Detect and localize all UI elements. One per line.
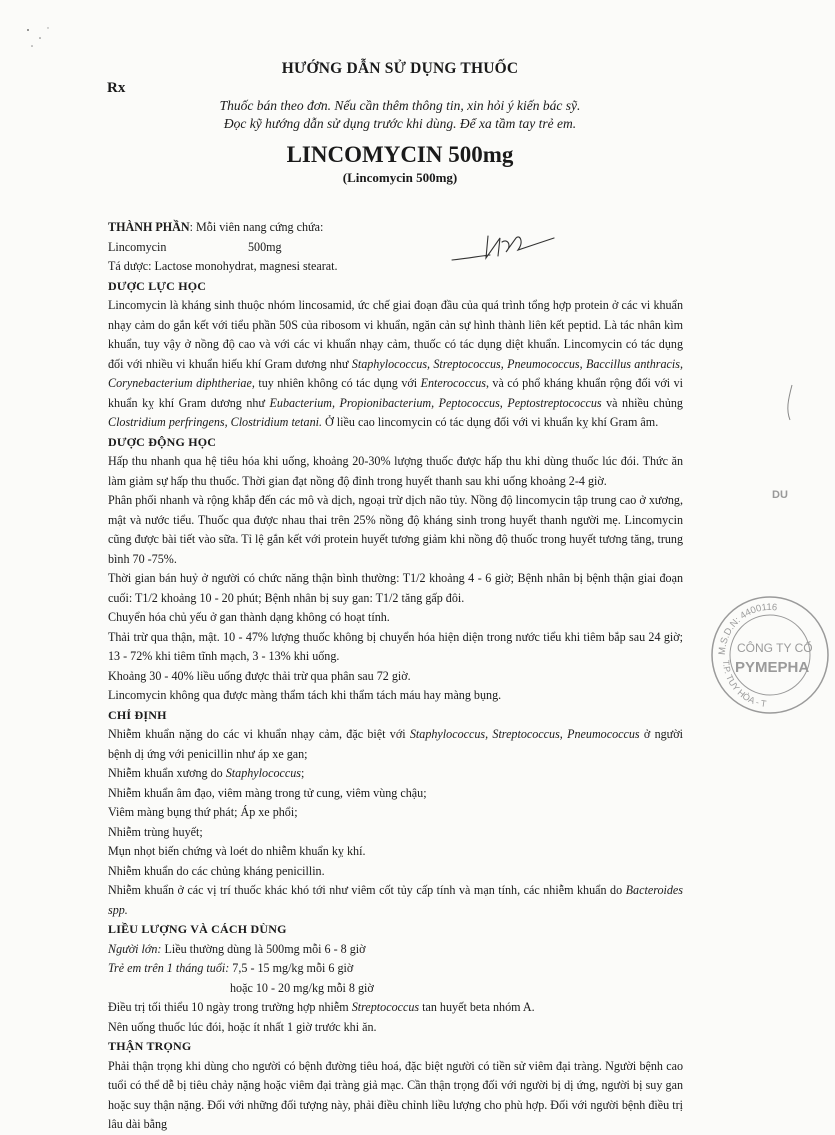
dosage-strep: Điều trị tối thiểu 10 ngày trong trường hợp nhiễm Streptococcus tan huyết beta nhóm A.: [108, 1000, 535, 1014]
pk-metabolism: Chuyển hóa chủ yếu ở gan thành dạng không có hoạt tính.: [108, 610, 390, 624]
indication-item: Mụn nhọt biến chứng và loét do nhiễm khuẩn kỵ khí.: [108, 844, 366, 858]
pk-half-life: Thời gian bán huỷ ở người có chức năng thận bình thường: T1/2 khoảng 4 - 6 giờ; Bệnh nhân bị bệnh thận giai đoạn cuối: T1/2 khoảng 10 - 20 phút; Bệnh nhân bị suy gan: T1/2 tăng gấp đôi.: [108, 571, 683, 605]
indication-item: Nhiễm khuẩn âm đạo, viêm màng trong tử cung, viêm vùng chậu;: [108, 785, 427, 800]
svg-text:DU: DU: [772, 489, 788, 501]
active-ingredient-row: [108, 238, 683, 258]
composition-line: THÀNH PHẦN: Mỗi viên nang cứng chứa:: [108, 220, 324, 234]
precautions-heading: THẬN TRỌNG: [108, 1039, 192, 1053]
pk-distribution: Phân phối nhanh và rộng khắp đến các mô và dịch, ngoại trừ dịch não tủy. Nồng độ lincomycin tập trung cao ở xương, mật và nước tiểu. Thuốc qua được nhau thai trên 25% nồng độ kháng sinh trong huyết thanh người mẹ. Lincomycin cũng được bài tiết vào sữa. Tỉ lệ gắn kết với protein huyết tương giảm khi nồng độ thuốc trong huyết tương tăng, trung bình 70 -75%.: [108, 493, 683, 566]
notice-line-1: Thuốc bán theo đơn. Nếu cần thêm thông tin, xin hỏi ý kiến bác sỹ.: [219, 98, 581, 113]
indication-item: Nhiễm khuẩn xương do Staphylococcus;: [108, 766, 305, 780]
indication-item: Nhiễm khuẩn do các chủng kháng penicillin.: [108, 863, 325, 878]
pk-absorption: Hấp thu nhanh qua hệ tiêu hóa khi uống, khoảng 20-30% lượng thuốc được hấp thu khi dùng thuốc lúc đói. Thức ăn làm giảm sự hấp thu thuốc. Thời gian đạt nồng độ đỉnh trong huyết thanh sau khi uống khoảng 2-4 giờ.: [108, 454, 683, 488]
pharmacodynamics-text: Lincomycin là kháng sinh thuộc nhóm lincosamid, ức chế giai đoạn đầu của quá trình tổng hợp protein ở các vi khuẩn nhạy cảm do gắn kết với tiểu phần 50S của ribosom vi khuẩn, ngăn cản sự hình thành liên kết peptid. Là tác nhân kìm khuẩn, tuy vậy ở nồng độ cao và với các vi khuẩn nhạy cảm, thuốc có tác dụng diệt khuẩn. Lincomycin có tác dụng đối với nhiều vi khuẩn hiếu khí Gram dương như Staphylococcus, Streptococcus, Pneumococcus, Baccillus anthracis, Corynebacterium diphtheriae, tuy nhiên không có tác dụng với Enterococcus, và có phổ kháng khuẩn rộng đối với vi khuẩn kỵ khí Gram dương như Eubacterium, Propionibacterium, Peptococcus, Peptostreptococcus và nhiều chủng Clostridium perfringens, Clostridium tetani. Ở liều cao lincomycin có tác dụng đối với vi khuẩn kỵ khí Gram âm.: [108, 298, 683, 429]
document-body: [108, 218, 683, 1135]
active-ingredient-name: Lincomycin: [108, 239, 167, 254]
notice-line-2: Đọc kỹ hướng dẫn sử dụng trước khi dùng. Để xa tầm tay trẻ em.: [223, 116, 577, 131]
rx-label: Rx: [107, 80, 126, 96]
seal-bottom-text: T.P. TUY HÒA - T: [720, 659, 767, 709]
edge-stamp-fragment: [770, 380, 800, 520]
excipients: Tá dược: Lactose monohydrat, magnesi stearat.: [108, 259, 338, 273]
document-title: HƯỚNG DẪN SỬ DỤNG THUỐC: [281, 60, 519, 77]
precautions-text: Phải thận trọng khi dùng cho người có bệnh đường tiêu hoá, đặc biệt người có tiền sử viêm đại tràng. Người bệnh cao tuổi có thể dễ bị tiêu chảy nặng hoặc viêm đại tràng giả mạc. Cần thận trọng đối với người bị dị ứng, người bị suy gan hoặc suy thận nặng. Đối với những đối tượng này, phải điều chỉnh liều lượng cho phù hợp. Đối với người bệnh điều trị lâu dài bằng: [108, 1058, 683, 1131]
indication-item: Nhiễm khuẩn nặng do các vi khuẩn nhạy cảm, đặc biệt với Staphylococcus, Streptococcus, Pneumococcus ở người bệnh dị ứng với penicillin như áp xe gan;: [108, 727, 683, 761]
pharmacokinetics-heading: DƯỢC ĐỘNG HỌC: [108, 434, 217, 449]
indication-item: Nhiễm trùng huyết;: [108, 824, 203, 839]
pk-fecal: Khoảng 30 - 40% liều uống được thải trừ qua phân sau 72 giờ.: [108, 668, 411, 683]
dosage-timing: Nên uống thuốc lúc đói, hoặc ít nhất 1 giờ trước khi ăn.: [108, 1019, 377, 1034]
dosage-child: Trẻ em trên 1 tháng tuổi: 7,5 - 15 mg/kg mỗi 6 giờ: [108, 961, 354, 975]
pk-dialysis: Lincomycin không qua được màng thẩm tách khi thẩm tách máu hay màng bụng.: [108, 688, 502, 702]
indication-item: Viêm màng bụng thứ phát; Áp xe phổi;: [108, 805, 298, 819]
indications-heading: CHỈ ĐỊNH: [108, 707, 167, 722]
scan-specks: [10, 10, 60, 55]
seal-top-text: M.S.D.N: 4400116: [716, 601, 778, 656]
company-seal: [705, 590, 835, 720]
active-ingredient-amount: 500mg: [248, 239, 282, 254]
seal-line-2: PYMEPHA: [735, 659, 810, 676]
dosage-heading: LIỀU LƯỢNG VÀ CÁCH DÙNG: [108, 922, 287, 936]
pk-elimination: Thải trừ qua thận, mật. 10 - 47% lượng thuốc không bị chuyển hóa hiện diện trong nước tiểu khi tiêm bắp sau 24 giờ; 13 - 72% khi tiêm tĩnh mạch, 3 - 13% khi uống.: [108, 629, 683, 663]
drug-subtitle: (Lincomycin 500mg): [342, 170, 458, 185]
pharmacodynamics-heading: DƯỢC LỰC HỌC: [108, 278, 207, 293]
drug-name: LINCOMYCIN 500mg: [286, 142, 514, 167]
dosage-child-alt: hoặc 10 - 20 mg/kg mỗi 8 giờ: [230, 980, 374, 995]
indication-item: Nhiễm khuẩn ở các vị trí thuốc khác khó tới như viêm cốt tủy cấp tính và mạn tính, các nhiễm khuẩn do Bacteroides spp.: [108, 883, 683, 917]
seal-line-1: CÔNG TY CỔ: [737, 641, 813, 655]
prescription-notice: [0, 97, 800, 133]
dosage-adult: Người lớn: Liều thường dùng là 500mg mỗi 6 - 8 giờ: [108, 941, 366, 956]
composition-heading: THÀNH PHẦN: [108, 220, 190, 234]
